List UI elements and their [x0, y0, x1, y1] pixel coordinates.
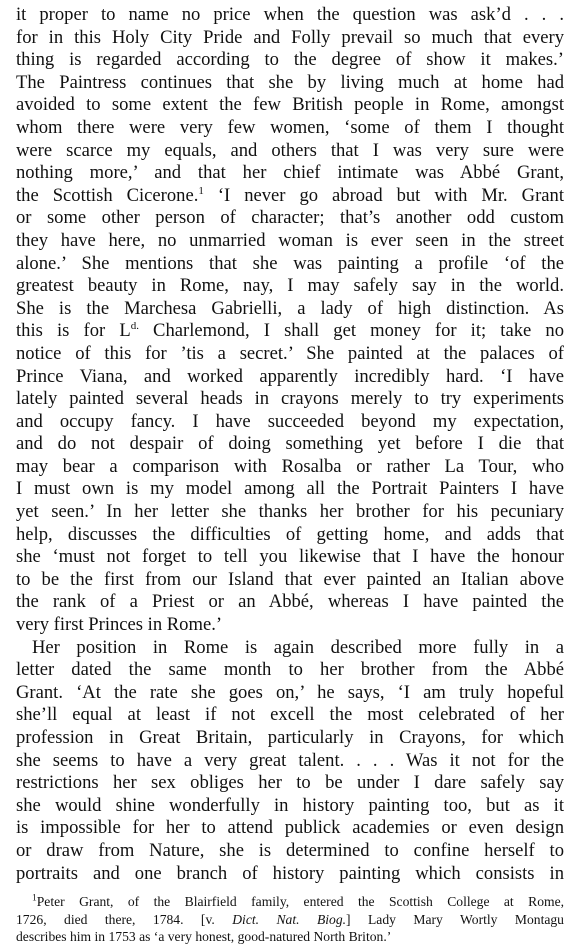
footnote	[16, 885, 564, 946]
text-line: restrictions her sex obliges her to be under I dare safely say	[16, 772, 564, 794]
text-line: avoided to some extent the few British people in Rome, amongst	[16, 94, 564, 116]
text-line: Prince Viana, and worked apparently incredibly hard. ‘I have	[16, 365, 564, 387]
text-line: and occupy fancy. I have succeeded beyond my expectation,	[16, 410, 564, 432]
text-segment: ‘I never go abroad but with Mr. Grant	[203, 184, 565, 206]
text-line: to be the first from our Island that ever painted an Italian above	[16, 568, 564, 590]
text-line: they have here, no unmarried woman is ever seen in the street	[16, 229, 564, 251]
text-line: notice of this for ’tis a secret.’ She painted at the palaces of	[16, 342, 564, 364]
text-line: is impossible for her to attend publick academies or even design	[16, 817, 564, 839]
footnote-text: 1726, died there, 1784. [v.	[16, 911, 233, 927]
text-line: or some other person of character; that’s another odd custom	[16, 207, 564, 229]
footnote-text: ] Lady Mary Wortly Montagu	[346, 911, 564, 927]
text-line: nothing more,’ and that her chief intimate was Abbé Grant,	[16, 162, 564, 184]
footnote-line	[16, 911, 564, 929]
text-line: Grant. ‘At the rate she goes on,’ he says, ‘I am truly hopeful	[16, 681, 564, 703]
text-line: whom there were very few women, ‘some of them I thought	[16, 116, 564, 138]
text-line: she’ll equal at least if not excell the most celebrated of her	[16, 704, 564, 726]
footnote-text: Peter Grant, of the Blairfield family, entered the Scottish College at Rome,	[36, 894, 564, 910]
text-line: help, discusses the difficulties of getting home, and adds that	[16, 523, 564, 545]
footnote-line	[16, 893, 564, 911]
text-line: profession in Great Britain, particularly in Crayons, for which	[16, 727, 564, 748]
text-line: letter dated the same month to her brother from the Abbé	[16, 659, 564, 681]
footnote-reference: 1	[198, 184, 204, 197]
text-line: she seems to have a very great talent. . . . Was it not for the	[16, 749, 564, 771]
text-line: were scarce my equals, and others that I was very sure were	[16, 139, 564, 161]
text-line: The Paintress continues that she by living much at home had	[16, 71, 564, 93]
superscript-abbreviation: d.	[130, 320, 139, 333]
text-segment: this is for L	[16, 320, 131, 342]
text-line: alone.’ She mentions that she was painting a profile ‘of the	[16, 252, 564, 274]
footnote-number: 1	[32, 893, 37, 904]
text-segment: Charlemond, I shall get money for it; take no	[138, 320, 564, 342]
footnote-citation: Dict. Nat. Biog.	[232, 911, 347, 927]
text-line: may bear a comparison with Rosalba or rather La Tour, who	[16, 455, 564, 477]
text-line: I must own is my model among all the Portrait Painters I have	[16, 478, 564, 500]
text-line: lately painted several heads in crayons merely to try experiments	[16, 388, 564, 410]
footnote-line: describes him in 1753 as ‘a very honest, good-natured North Briton.’	[16, 929, 392, 945]
text-line: she would shine wonderfully in history painting too, but as it	[16, 794, 564, 816]
text-line: the rank of a Priest or an Abbé, whereas I have painted the	[16, 591, 564, 613]
text-line: and do not despair of doing something yet before I die that	[16, 433, 564, 455]
text-line: very first Princes in Rome.’	[16, 614, 223, 636]
text-line-with-abbreviation	[16, 320, 564, 343]
text-line: yet seen.’ In her letter she thanks her brother for his pecuniary	[16, 501, 564, 523]
paragraph-first-line: Her position in Rome is again described more fully in a	[32, 636, 564, 658]
text-line-with-note	[16, 185, 564, 208]
body-text	[16, 0, 564, 885]
text-segment: the Scottish Cicerone.	[16, 184, 199, 206]
text-line: or draw from Nature, she is determined to confine herself to	[16, 839, 564, 861]
text-line: for in this Holy City Pride and Folly prevail so much that every	[16, 26, 564, 48]
text-line: she ‘must not forget to tell you likewise that I have the honour	[16, 546, 564, 568]
text-line: greatest beauty in Rome, nay, I may safely say in the world.	[16, 275, 564, 297]
text-line: portraits and one branch of history painting which consists in	[16, 862, 564, 884]
text-line: thing is regarded according to the degree of show it makes.’	[16, 49, 564, 71]
text-line: it proper to name no price when the question was ask’d . . .	[16, 4, 564, 25]
text-line: She is the Marchesa Gabrielli, a lady of high distinction. As	[16, 297, 564, 319]
